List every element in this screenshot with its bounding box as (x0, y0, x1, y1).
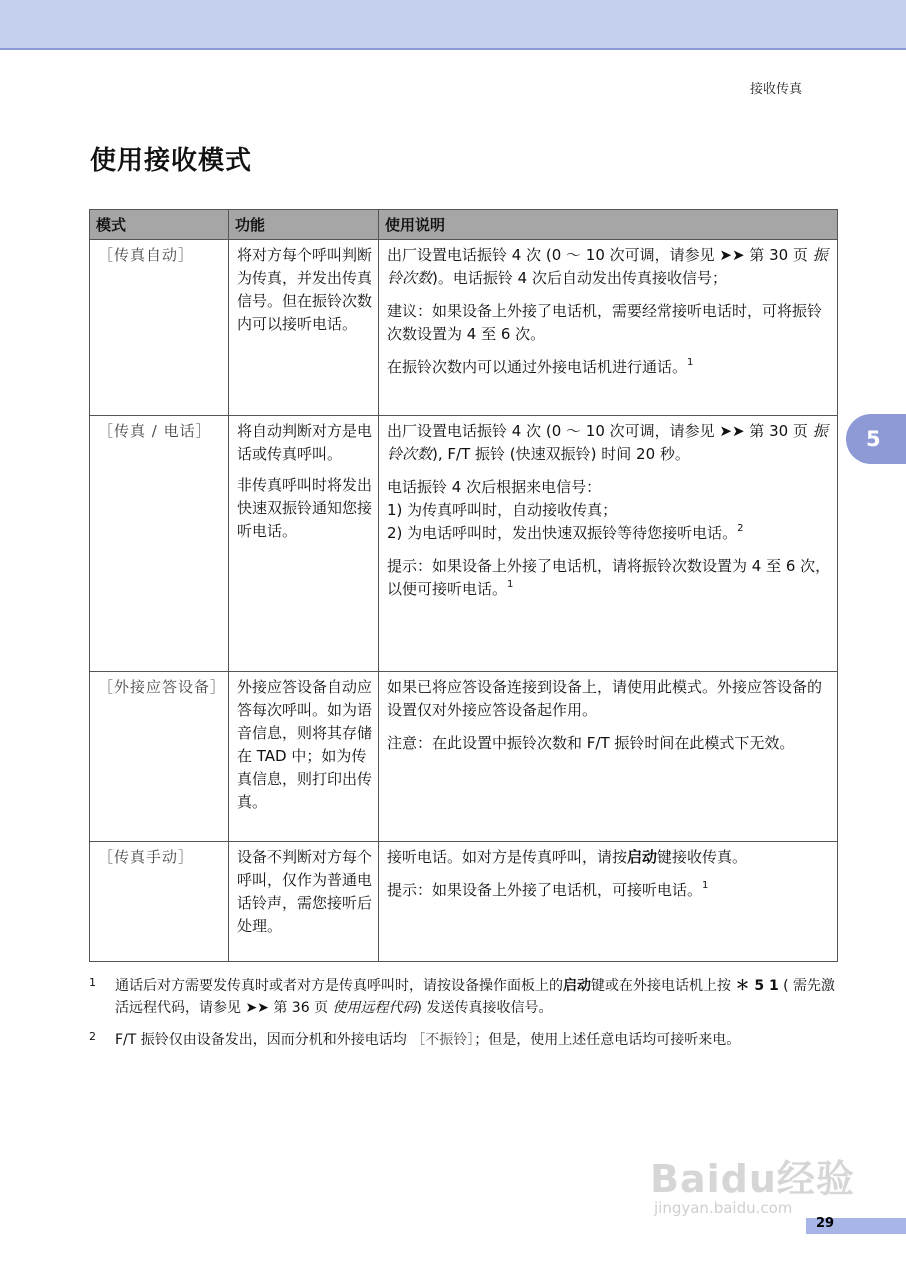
function-cell (229, 240, 379, 416)
running-header: 接收传真 (749, 82, 802, 97)
table-row (90, 672, 838, 842)
instructions-paragraph: 注意：在此设置中振铃次数和 F/T 振铃时间在此模式下无效。 (387, 734, 795, 752)
mode-cell: ［传真 / 电话］ (90, 416, 229, 672)
page-title: 使用接收模式 (90, 146, 253, 176)
footnote: 2 F/T 振铃仅由设备发出，因而分机和外接电话均 ［不振铃］；但是，使用上述任意电话均可接听来电。 (89, 1029, 841, 1051)
instructions-paragraph: 提示：如果设备上外接了电话机，请将振铃次数设置为 4 至 6 次，以便可接听电话。$^1$ (387, 557, 831, 598)
instructions-cell (379, 842, 838, 962)
instructions-paragraph: 出厂设置电话振铃 4 次 (0 ～ 10 次可调，请参见 ➤➤ 第 30 页 振铃次数), F/T 振铃 (快速双振铃) 时间 20 秒。 (387, 422, 828, 463)
footnote: 1 通话后对方需要发传真时或者对方是传真呼叫时，请按设备操作面板上的启动键或在外接电话机上按 ＊ 5 1 ( 需先激活远程代码，请参见 ➤➤ 第 36 页 使用远程代码) 发送传真接收信号。 (89, 975, 841, 1019)
instructions-cell (379, 240, 838, 416)
instructions-cell (379, 416, 838, 672)
function-cell (229, 842, 379, 962)
receive-modes-table (89, 209, 838, 962)
instructions-paragraph: 如果已将应答设备连接到设备上，请使用此模式。外接应答设备的设置仅对外接应答设备起作用。 (387, 678, 823, 719)
mode-cell: ［传真自动］ (90, 240, 229, 416)
instructions-paragraph: 在振铃次数内可以通过外接电话机进行通话。$^1$ (387, 357, 694, 376)
function-text: 设备不判断对方每个呼叫，仅作为普通电话铃声，需您接听后处理。 (237, 848, 373, 935)
cross-reference: 使用远程代码 (332, 1000, 417, 1016)
column-header-instructions: 使用说明 (379, 210, 838, 240)
function-text: 将对方每个呼叫判断为传真，并发出传真信号。但在振铃次数内可以接听电话。 (237, 246, 373, 333)
table-header-row (90, 210, 838, 240)
table-row (90, 416, 838, 672)
cross-reference: 振铃次数 (387, 246, 828, 287)
instructions-paragraph: 接听电话。如对方是传真呼叫，请按启动键接收传真。 (387, 848, 748, 866)
footnote-ref: 2 (737, 523, 744, 534)
function-text: 外接应答设备自动应答每次呼叫。如为语音信息，则将其存储在 TAD 中；如为传真信息，则打印出传真。 (237, 678, 373, 811)
instructions-paragraph: 出厂设置电话振铃 4 次 (0 ～ 10 次可调，请参见 ➤➤ 第 30 页 振铃次数)。电话振铃 4 次后自动发出传真接收信号； (387, 246, 828, 287)
table-row (90, 842, 838, 962)
start-key-label: 启动 (563, 978, 591, 994)
watermark-url: jingyan.baidu.com (654, 1199, 793, 1217)
instructions-cell (379, 672, 838, 842)
mode-reference: ［不振铃］ (411, 1032, 475, 1048)
column-header-function: 功能 (229, 210, 379, 240)
function-text: 将自动判断对方是电话或传真呼叫。 (237, 422, 373, 463)
page-number: 29 (816, 1216, 835, 1231)
chapter-tab: 5 (846, 414, 906, 464)
baidu-watermark (650, 1148, 855, 1217)
instructions-paragraph: 提示：如果设备上外接了电话机，可接听电话。$^1$ (387, 880, 709, 899)
top-color-band (0, 0, 906, 50)
mode-cell: ［传真手动］ (90, 842, 229, 962)
table-row (90, 240, 838, 416)
footnote-mark: 2 (89, 1030, 96, 1043)
footnote-ref: 1 (702, 880, 709, 891)
remote-code: ＊ 5 1 (735, 978, 779, 994)
mode-cell: ［外接应答设备］ (90, 672, 229, 842)
function-text: 非传真呼叫时将发出快速双振铃通知您接听电话。 (237, 476, 373, 540)
footnote-ref: 1 (687, 357, 694, 368)
footnotes (89, 975, 841, 1061)
start-key-label: 启动 (627, 848, 658, 866)
baidu-logo: Baidu经验 (650, 1157, 855, 1201)
footnote-ref: 1 (507, 579, 514, 590)
cross-reference: 振铃次数 (387, 422, 828, 463)
column-header-mode: 模式 (90, 210, 229, 240)
footnote-mark: 1 (89, 976, 96, 989)
instructions-paragraph: 电话振铃 4 次后根据来电信号： 1) 为传真呼叫时，自动接收传真； 2) 为电话呼叫时，发出快速双振铃等待您接听电话。$^2$ (387, 478, 744, 542)
function-cell (229, 416, 379, 672)
function-cell (229, 672, 379, 842)
instructions-paragraph: 建议：如果设备上外接了电话机，需要经常接听电话时，可将振铃次数设置为 4 至 6 次。 (387, 302, 823, 343)
